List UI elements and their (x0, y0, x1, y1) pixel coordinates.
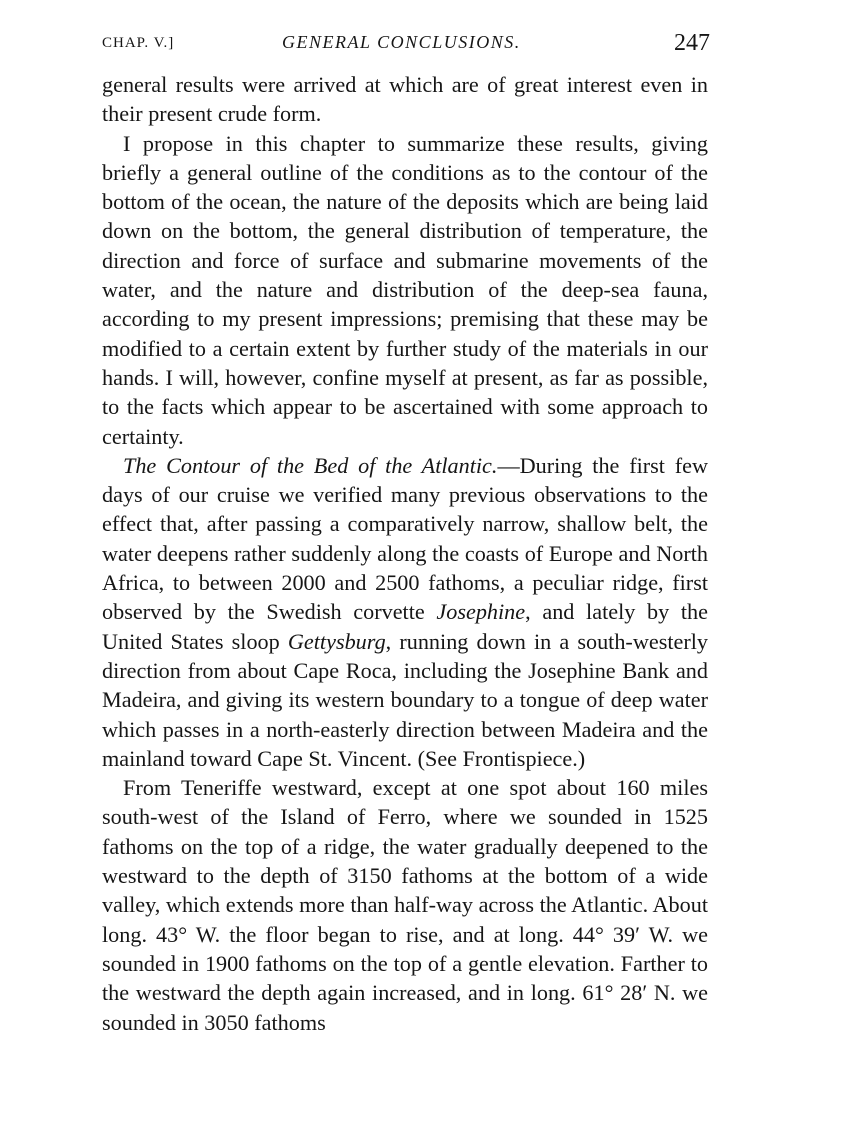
chapter-label: CHAP. V.] (102, 35, 175, 51)
contour-text-part-2: , and lately by the United States sloop (102, 599, 708, 654)
ship-name-josephine: Josephine (436, 599, 526, 625)
body-text (102, 70, 708, 1037)
section-heading: The Contour of the Bed of the Atlantic. (123, 452, 498, 478)
paragraph-teneriffe: From Teneriffe westward, except at one spot about 160 miles south-west of the Island of Ferro, where we sounded in 1525 fathoms on the top of a ridge, the water gradually deepened to the westward to the depth of 3150 fathoms at the bottom of a wide valley, which extends more than half-way across the Atlantic. About long. 43° W. the floor began to rise, and at long. 44° 39′ W. we sounded in 1900 fathoms on the top of a gentle elevation. Farther to the westward the depth again increased, and in long. 61° 28′ N. we sounded in 3050 fathoms (102, 775, 708, 1035)
paragraph-contour (102, 451, 708, 773)
running-header (102, 30, 710, 60)
contour-text-part-3: , running down in a south-westerly direction from about Cape Roca, including the Josephine Bank and Madeira, and giving its western boundary to a tongue of deep water which passes in a north-easterly direction between Madeira and the mainland toward Cape St. Vincent. (See Frontispiece.) (102, 628, 708, 771)
page-number: 247 (674, 30, 710, 56)
contour-text-part-1: —During the first few days of our cruise we verified many previous observations to the effect that, after passing a comparatively narrow, shallow belt, the water deepens rather suddenly along the coasts of Europe and North Africa, to between 2000 and 2500 fathoms, a peculiar ridge, first observed by the Swedish corvette (102, 452, 708, 625)
running-title: GENERAL CONCLUSIONS. (282, 32, 521, 52)
ship-name-gettysburg: Gettysburg (287, 628, 386, 654)
paragraph-continuation: general results were arrived at which are of great interest even in their present crude form. (102, 72, 708, 127)
paragraph-summary: I propose in this chapter to summarize these results, giving briefly a general outline of the conditions as to the contour of the bottom of the ocean, the nature of the deposits which are being laid down on the bottom, the general distribution of temperature, the direction and force of surface and submarine movements of the water, and the nature and distribution of the deep-sea fauna, according to my present impressions; premising that these may be modified to a certain extent by further study of the materials in our hands. I will, however, confine myself at present, as far as possible, to the facts which appear to be ascertained with some approach to certainty. (102, 130, 708, 449)
